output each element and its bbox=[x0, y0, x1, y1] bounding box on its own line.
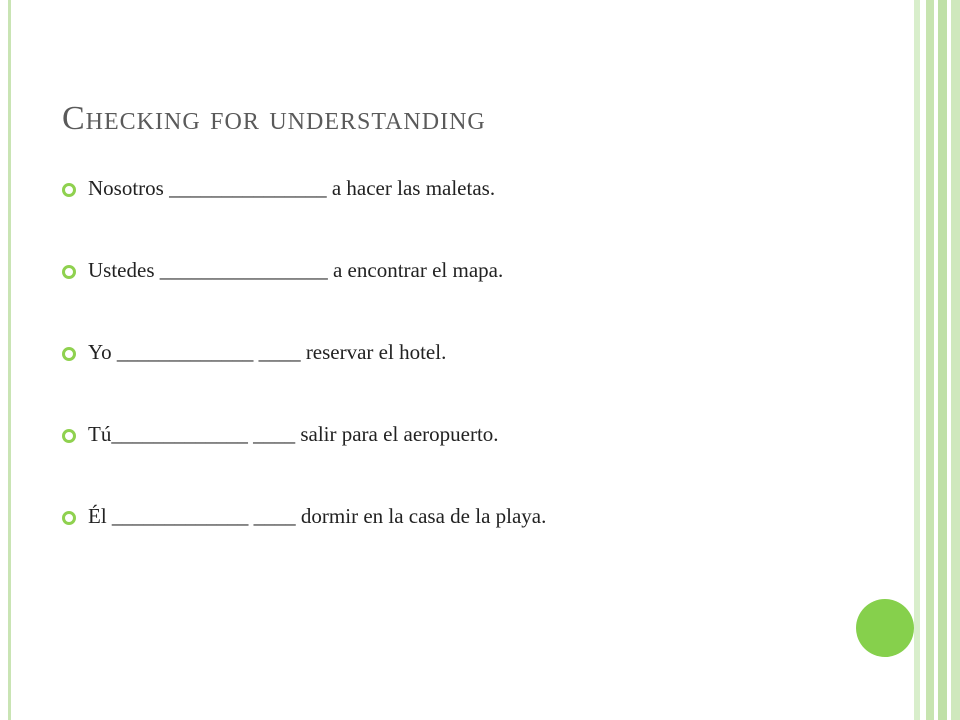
right-border-stripes bbox=[914, 0, 960, 720]
ring-bullet-icon bbox=[62, 265, 76, 279]
ring-bullet-icon bbox=[62, 429, 76, 443]
ring-bullet-icon bbox=[62, 511, 76, 525]
ring-bullet-icon bbox=[62, 347, 76, 361]
border-stripe bbox=[926, 0, 934, 720]
slide-title: Checking for understanding bbox=[62, 100, 486, 137]
border-stripe bbox=[938, 0, 947, 720]
bullet-text: Él _____________ ____ dormir en la casa de la playa. bbox=[88, 504, 547, 528]
ring-bullet-icon bbox=[62, 183, 76, 197]
bullet-text: Nosotros _______________ a hacer las maletas. bbox=[88, 176, 496, 200]
border-stripe bbox=[914, 0, 920, 720]
left-border-stripe bbox=[8, 0, 11, 720]
bullet-text: Ustedes ________________ a encontrar el mapa. bbox=[88, 258, 504, 282]
bullet-text: Tú_____________ ____ salir para el aeropuerto. bbox=[88, 422, 499, 446]
border-stripe bbox=[951, 0, 960, 720]
bullet-text: Yo _____________ ____ reservar el hotel. bbox=[88, 340, 447, 364]
decorative-green-circle bbox=[856, 599, 914, 657]
